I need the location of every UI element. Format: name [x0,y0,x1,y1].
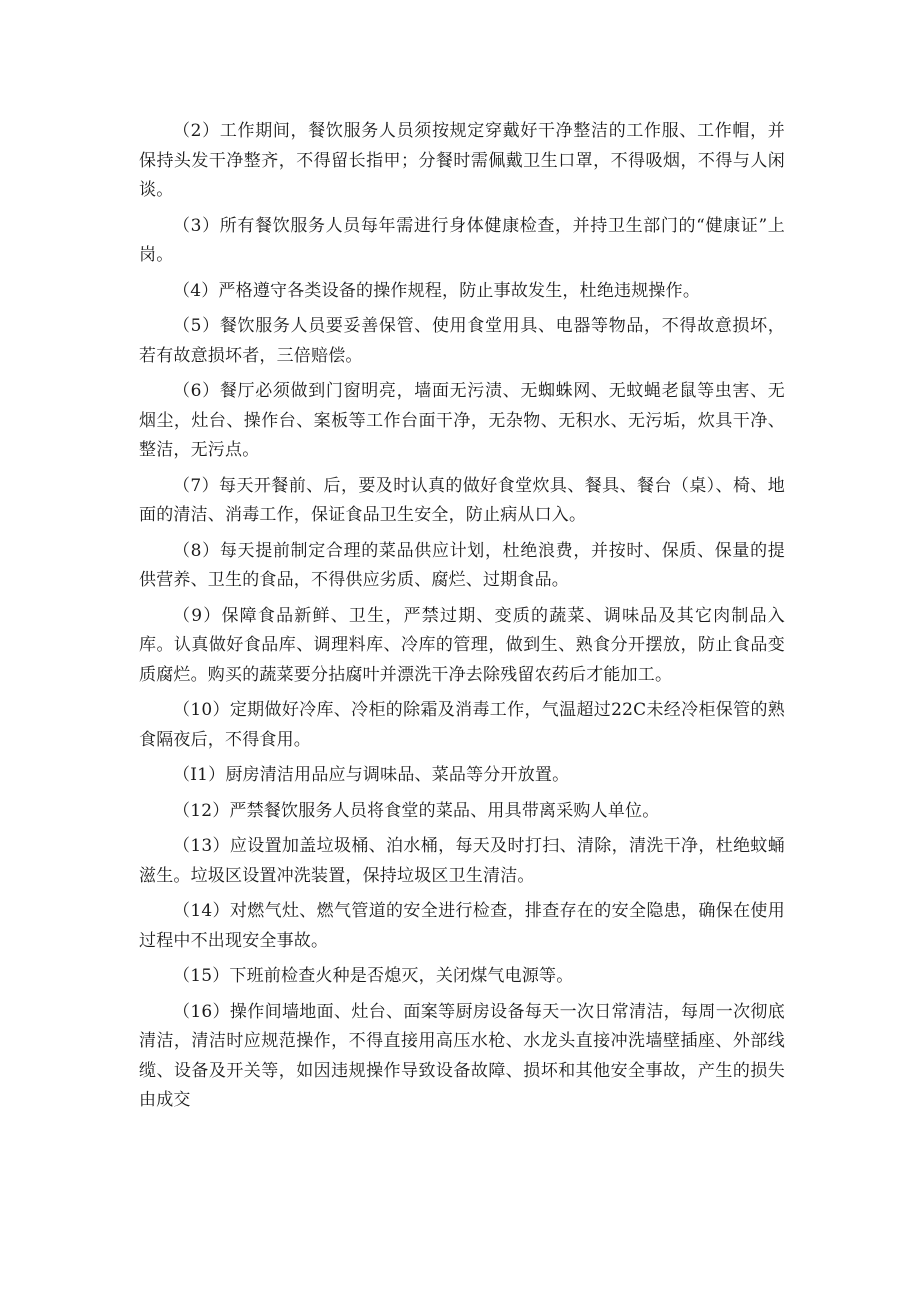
paragraph-6: （6）餐厅必须做到门窗明亮，墙面无污渍、无蜘蛛网、无蚊蝇老鼠等虫害、无烟尘，灶台、操作台、案板等工作台面干净，无杂物、无积水、无污垢，炊具干净、整洁，无污点。 [139,381,785,460]
paragraph-12: （12）严禁餐饮服务人员将食堂的菜品、用具带离采购人单位。 [173,800,660,821]
paragraph-4: （4）严格遵守各类设备的操作规程，防止事故发生，杜绝违规操作。 [173,280,701,301]
document-body [139,117,785,1122]
paragraph-9: （9）保障食品新鲜、卫生，严禁过期、变质的蔬菜、调味品及其它肉制品入库。认真做好食品库、调理料库、冷库的管理，做到生、熟食分开摆放，防止食品变质腐烂。购买的蔬菜要分拈腐叶并漂洗干净去除残留农药后才能加工。 [139,605,785,685]
paragraph-15: （15）下班前检查火种是否熄灭，关闭煤气电源等。 [173,966,574,986]
paragraph-2: （2）工作期间，餐饮服务人员须按规定穿戴好干净整洁的工作服、工作帽，并保持头发干净整齐，不得留长指甲；分餐时需佩戴卫生口罩，不得吸烟，不得与人闲谈。 [139,121,785,200]
paragraph-14: （14）对燃气灶、燃气管道的安全进行检查，排查存在的安全隐患，确保在使用过程中不出现安全事故。 [139,901,785,951]
paragraph-16: （16）操作间墙地面、灶台、面案等厨房设备每天一次日常清洁，每周一次彻底清洁，清洁时应规范操作，不得直接用高压水枪、水龙头直接冲洗墙壁插座、外部线缆、设备及开关等，如因违规操作导致设备故障、损坏和其他安全事故，产生的损失由成交 [139,1001,785,1110]
paragraph-8: （8）每天提前制定合理的菜品供应计划，杜绝浪费，并按时、保质、保量的提供营养、卫生的食品，不得供应劣质、腐烂、过期食品。 [139,540,785,590]
paragraph-11: （I1）厨房清洁用品应与调味品、菜品等分开放置。 [173,765,570,785]
paragraph-5: （5）餐饮服务人员要妥善保管、使用食堂用具、电器等物品，不得故意损坏，若有故意损坏者，三倍赔偿。 [139,316,785,366]
paragraph-10: （10）定期做好冷库、冷柜的除霜及消毒工作，气温超过22C未经冷柜保管的熟食隔夜后，不得食用。 [139,700,785,750]
paragraph-13: （13）应设置加盖垃圾桶、泊水桶，每天及时打扫、清除，清洗干净，杜绝蚊蛹滋生。垃圾区设置冲洗装置，保持垃圾区卫生清洁。 [139,836,785,886]
paragraph-7: （7）每天开餐前、后，要及时认真的做好食堂炊具、餐具、餐台（桌）、椅、地面的清洁、消毒工作，保证食品卫生安全，防止病从口入。 [139,475,785,525]
paragraph-3: （3）所有餐饮服务人员每年需进行身体健康检查，并持卫生部门的“健康证”上岗。 [139,215,785,265]
